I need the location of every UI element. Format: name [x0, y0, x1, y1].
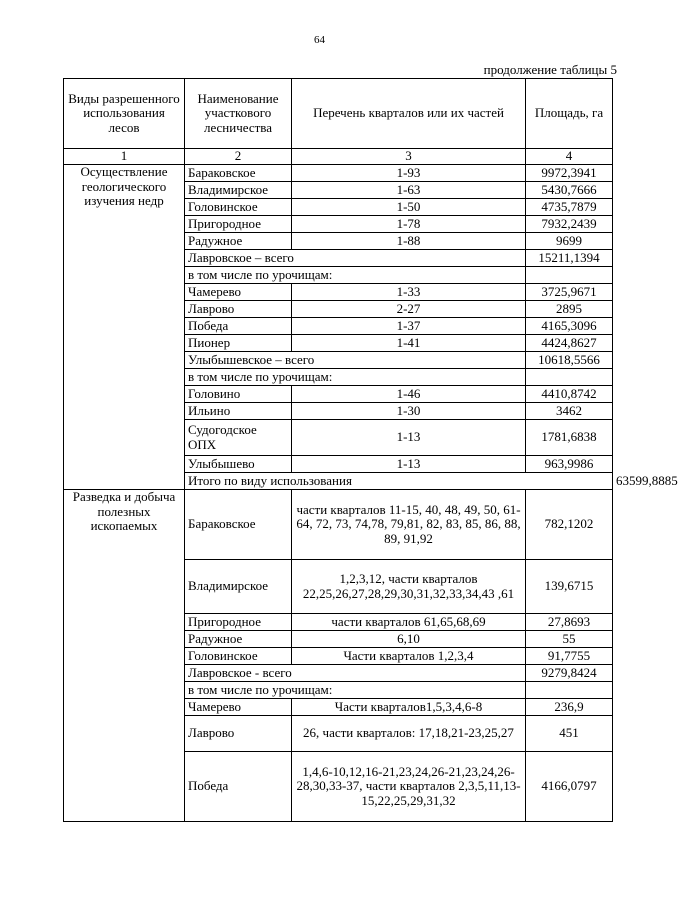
quarters-cell: 6,10 [292, 631, 526, 648]
quarters-cell: 1,4,6-10,12,16-21,23,24,26-21,23,24,26-28,30,33-37, части кварталов 2,3,5,11,13-15,22,25,29,31,32 [292, 752, 526, 822]
header-area: Площадь, га [526, 79, 613, 149]
subtotal-label: Улыбышевское – всего [185, 352, 526, 369]
area-cell: 4410,8742 [526, 386, 613, 403]
area-cell: 3725,9671 [526, 284, 613, 301]
tract-name: Головино [185, 386, 292, 403]
quarters-cell: 1-46 [292, 386, 526, 403]
quarters-cell: 1-93 [292, 165, 526, 182]
area-cell: 5430,7666 [526, 182, 613, 199]
area-cell: 9972,3941 [526, 165, 613, 182]
tract-name: Ильино [185, 403, 292, 420]
area-cell: 963,9986 [526, 456, 613, 473]
quarters-cell: 1-63 [292, 182, 526, 199]
col-num: 2 [185, 149, 292, 165]
use-type-cell: Осуществление геологического изучения недр [64, 165, 185, 490]
area-cell: 1781,6838 [526, 420, 613, 456]
quarters-cell: 1-50 [292, 199, 526, 216]
tract-name: Улыбышево [185, 456, 292, 473]
including-label: в том числе по урочищам: [185, 267, 526, 284]
quarters-cell: 1-30 [292, 403, 526, 420]
grand-total-row: Итого по виду использования 63599,8885 [64, 473, 613, 490]
forestry-name: Пригородное [185, 614, 292, 631]
tract-name: Чамерево [185, 699, 292, 716]
page-number: 64 [314, 34, 325, 46]
area-cell: 27,8693 [526, 614, 613, 631]
forestry-name: Владимирское [185, 560, 292, 614]
tract-name: Чамерево [185, 284, 292, 301]
forestry-name: Радужное [185, 233, 292, 250]
empty-cell [526, 369, 613, 386]
tract-name: Пионер [185, 335, 292, 352]
area-cell: 139,6715 [526, 560, 613, 614]
area-cell: 3462 [526, 403, 613, 420]
quarters-cell: Части кварталов 1,2,3,4 [292, 648, 526, 665]
col-num: 4 [526, 149, 613, 165]
forest-use-table [63, 78, 678, 822]
forestry-name: Бараковское [185, 165, 292, 182]
col-num: 1 [64, 149, 185, 165]
quarters-cell: 1-37 [292, 318, 526, 335]
header-use: Виды разрешенного использования лесов [64, 79, 185, 149]
forestry-name: Бараковское [185, 490, 292, 560]
quarters-cell: 1-13 [292, 456, 526, 473]
area-cell: 4424,8627 [526, 335, 613, 352]
area-cell: 782,1202 [526, 490, 613, 560]
area-cell: 91,7755 [526, 648, 613, 665]
quarters-cell: 1-41 [292, 335, 526, 352]
tract-name: Судогодское ОПХ [185, 420, 292, 456]
quarters-cell: 1-33 [292, 284, 526, 301]
quarters-cell: части кварталов 11-15, 40, 48, 49, 50, 61-64, 72, 73, 74,78, 79,81, 82, 83, 85, 86, 88, 89, 91,92 [292, 490, 526, 560]
tract-name: Лаврово [185, 716, 292, 752]
quarters-cell: 2-27 [292, 301, 526, 318]
area-cell: 236,9 [526, 699, 613, 716]
table-row [64, 490, 613, 560]
quarters-cell: 1,2,3,12, части кварталов 22,25,26,27,28,29,30,31,32,33,34,43 ,61 [292, 560, 526, 614]
table-header-row [64, 79, 613, 149]
col-num: 3 [292, 149, 526, 165]
area-cell: 4165,3096 [526, 318, 613, 335]
subtotal-area: 15211,1394 [526, 250, 613, 267]
tract-name: Лаврово [185, 301, 292, 318]
subtotal-label: Лавровское - всего [185, 665, 526, 682]
total-label: Итого по виду использования [185, 473, 613, 490]
tract-name: Победа [185, 752, 292, 822]
table-row [64, 165, 613, 182]
quarters-cell: 1-13 [292, 420, 526, 456]
area-cell: 2895 [526, 301, 613, 318]
subtotal-area: 10618,5566 [526, 352, 613, 369]
forestry-name: Головинское [185, 648, 292, 665]
area-cell: 4735,7879 [526, 199, 613, 216]
use-type-cell: Разведка и добыча полезных ископаемых [64, 490, 185, 822]
quarters-cell: 26, части кварталов: 17,18,21-23,25,27 [292, 716, 526, 752]
area-cell: 9699 [526, 233, 613, 250]
forestry-name: Владимирское [185, 182, 292, 199]
empty-cell [526, 682, 613, 699]
including-label: в том числе по урочищам: [185, 682, 526, 699]
area-cell: 55 [526, 631, 613, 648]
empty-cell [526, 267, 613, 284]
quarters-cell: Части кварталов1,5,3,4,6-8 [292, 699, 526, 716]
quarters-cell: 1-88 [292, 233, 526, 250]
tract-name: Победа [185, 318, 292, 335]
area-cell: 451 [526, 716, 613, 752]
area-cell: 7932,2439 [526, 216, 613, 233]
area-cell: 4166,0797 [526, 752, 613, 822]
forestry-name: Пригородное [185, 216, 292, 233]
quarters-cell: части кварталов 61,65,68,69 [292, 614, 526, 631]
column-number-row [64, 149, 613, 165]
header-quarters: Перечень кварталов или их частей [292, 79, 526, 149]
forestry-name: Радужное [185, 631, 292, 648]
header-forestry: Наименование участкового лесничества [185, 79, 292, 149]
forestry-name: Головинское [185, 199, 292, 216]
including-label: в том числе по урочищам: [185, 369, 526, 386]
subtotal-label: Лавровское – всего [185, 250, 526, 267]
subtotal-area: 9279,8424 [526, 665, 613, 682]
table-continuation-label: продолжение таблицы 5 [483, 62, 617, 77]
quarters-cell: 1-78 [292, 216, 526, 233]
